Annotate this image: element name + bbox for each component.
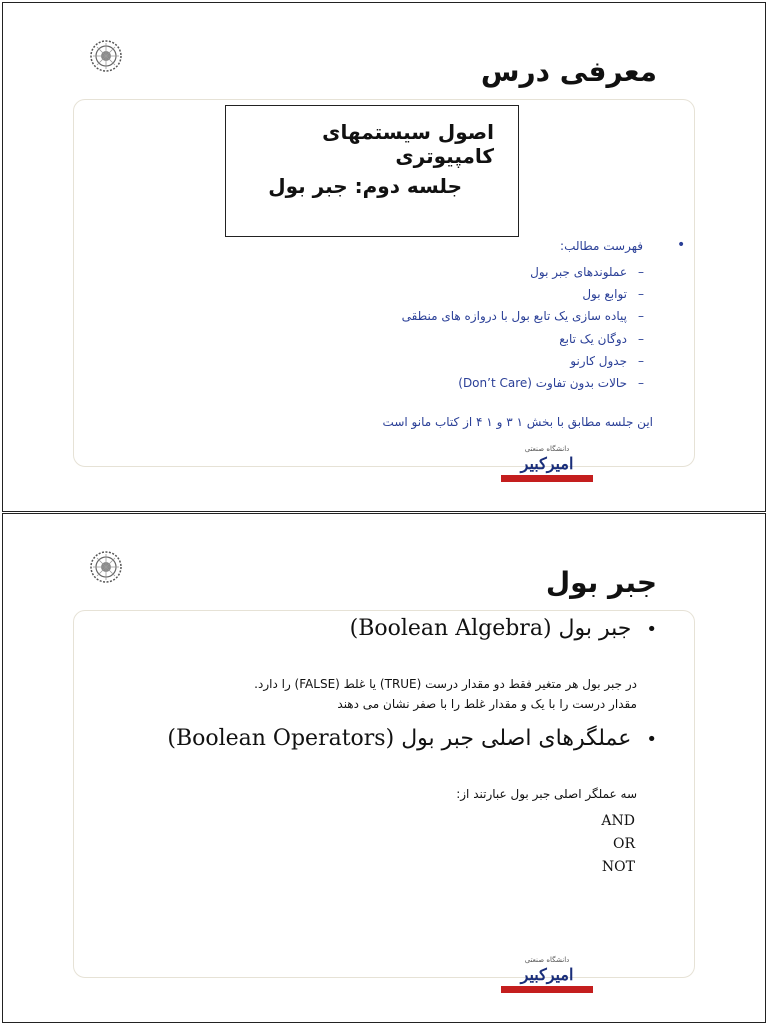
slide-1: [2, 2, 766, 512]
operator-list: [601, 810, 635, 879]
course-name: اصول سیستمهای کامپیوتری: [322, 120, 494, 168]
university-emblem-icon: [89, 39, 123, 73]
bullet-dot-icon: •: [646, 729, 657, 750]
paragraph-true-false: در جبر بول هر متغیر فقط دو مقدار درست (TRUE) یا غلط (FALSE) را دارد. مقدار درست را با یک و مقدار غلط را با صفر نشان می دهند: [254, 677, 637, 711]
logo-small-text: دانشگاه صنعتی: [524, 445, 570, 453]
university-emblem-icon: [89, 550, 123, 584]
bullet-boolean-operators: • عملگرهای اصلی جبر بول (Boolean Operators): [167, 726, 657, 751]
slide-title: معرفی درس: [480, 55, 657, 88]
operator-and: AND: [601, 813, 635, 829]
slide-title: جبر بول: [545, 566, 657, 599]
dash-icon: –: [638, 287, 644, 302]
university-logo: [501, 954, 593, 996]
list-item: –پیاده سازی یک تابع بول با دروازه های منطقی: [402, 305, 655, 327]
paragraph-operators-intro: سه عملگر اصلی جبر بول عبارتند از:: [456, 787, 637, 801]
dash-icon: –: [638, 353, 644, 368]
dash-icon: –: [638, 331, 644, 346]
list-item: –جدول کارنو: [402, 350, 655, 372]
list-item: –دوگان یک تابع: [402, 328, 655, 350]
dash-icon: –: [638, 375, 644, 390]
operator-not: NOT: [601, 859, 635, 875]
session-name: جلسه دوم: جبر بول: [268, 174, 462, 198]
bullet-dot-icon: •: [677, 237, 686, 253]
list-item: –حالات بدون تفاوت (Don’t Care): [402, 372, 655, 394]
dash-icon: –: [638, 309, 644, 324]
toc-list: [402, 261, 655, 394]
course-title-box: [225, 105, 519, 237]
list-item: –عملوندهای جبر بول: [402, 261, 655, 283]
bullet-boolean-algebra: • جبر بول (Boolean Algebra): [349, 616, 657, 641]
slide-2: [2, 513, 766, 1023]
reference-note: این جلسه مطابق با بخش ۱ ۳ و ۱ ۴ از کتاب مانو است: [382, 415, 653, 429]
logo-red-bar: [501, 475, 593, 482]
dash-icon: –: [638, 265, 644, 279]
logo-small-text: دانشگاه صنعتی: [524, 956, 570, 964]
university-logo: [501, 443, 593, 485]
logo-big-text: امیرکبیر: [520, 965, 574, 984]
logo-red-bar: [501, 986, 593, 993]
bullet-dot-icon: •: [646, 619, 657, 640]
logo-big-text: امیرکبیر: [520, 454, 574, 473]
toc-heading: فهرست مطالب:: [560, 239, 643, 253]
operator-or: OR: [612, 836, 635, 852]
list-item: –توابع بول: [402, 283, 655, 305]
